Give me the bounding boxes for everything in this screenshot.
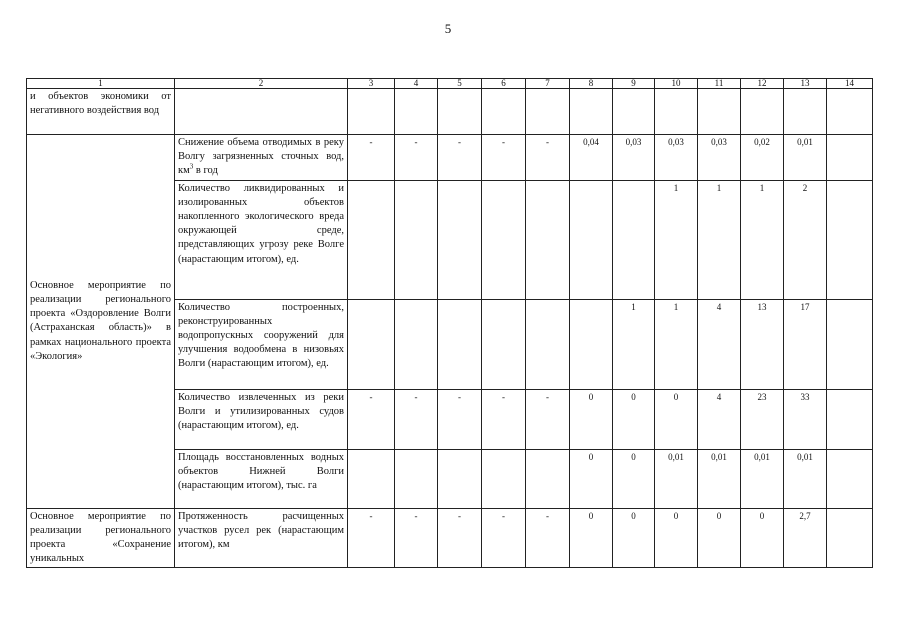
- indicators-table: [26, 78, 873, 568]
- value-cell: [827, 299, 873, 389]
- value-cell: 0: [570, 508, 613, 568]
- value-cell: [827, 180, 873, 299]
- value-cell: 0: [570, 389, 613, 449]
- value-cell: 1: [655, 180, 698, 299]
- value-cell: 0,01: [784, 135, 827, 181]
- value-cell: 0,01: [698, 449, 741, 508]
- indicator-cell: Количество ликвидированных и изолированных объектов накопленного экологического вреда окружающей среде, представляющих угрозу реке Волге (нарастающим итогом), ед.: [175, 180, 348, 299]
- value-cell: 0: [741, 508, 784, 568]
- value-cell: 17: [784, 299, 827, 389]
- header-cell: 6: [482, 79, 526, 89]
- indicator-cell: Площадь восстановленных водных объектов Нижней Волги (нарастающим итогом), тыс. га: [175, 449, 348, 508]
- value-cell: 0,02: [741, 135, 784, 181]
- value-cell: 23: [741, 389, 784, 449]
- table-row: [27, 508, 873, 568]
- value-cell: [348, 299, 395, 389]
- value-cell: 0: [655, 389, 698, 449]
- value-cell: [395, 299, 438, 389]
- value-cell: 4: [698, 389, 741, 449]
- event-name-cell: Основное мероприятие по реализации регионального проекта «Сохранение уникальных: [27, 508, 175, 568]
- value-cell: [827, 135, 873, 181]
- value-cell: [570, 180, 613, 299]
- header-cell: 13: [784, 79, 827, 89]
- value-cell: 1: [613, 299, 655, 389]
- continuation-cell: и объектов экономики от негативного воздействия вод: [27, 89, 175, 135]
- value-cell: [482, 299, 526, 389]
- value-cell: 1: [698, 180, 741, 299]
- value-cell: [526, 449, 570, 508]
- value-cell: 1: [655, 299, 698, 389]
- header-cell: 11: [698, 79, 741, 89]
- value-cell: [482, 449, 526, 508]
- value-cell: -: [395, 508, 438, 568]
- value-cell: [438, 180, 482, 299]
- value-cell: -: [438, 508, 482, 568]
- table-row: [27, 89, 873, 135]
- value-cell: 4: [698, 299, 741, 389]
- value-cell: 0: [655, 508, 698, 568]
- indicator-cell: Количество извлеченных из реки Волги и утилизированных судов (нарастающим итогом), ед.: [175, 389, 348, 449]
- value-cell: [395, 180, 438, 299]
- indicator-cell: Количество построенных, реконструированных водопропускных сооружений для улучшения водообмена в низовьях Волги (нарастающим итогом), ед.: [175, 299, 348, 389]
- value-cell: -: [348, 508, 395, 568]
- value-cell: -: [395, 135, 438, 181]
- page-number: 5: [444, 21, 452, 36]
- value-cell: [438, 299, 482, 389]
- value-cell: 0,01: [784, 449, 827, 508]
- value-cell: -: [482, 389, 526, 449]
- header-cell: 1: [27, 79, 175, 89]
- value-cell: 0,01: [655, 449, 698, 508]
- value-cell: -: [438, 389, 482, 449]
- indicator-cell: Снижение объема отводимых в реку Волгу загрязненных сточных вод, $км^3$ в год: [175, 135, 348, 181]
- value-cell: -: [526, 135, 570, 181]
- value-cell: 0,03: [655, 135, 698, 181]
- value-cell: 0,03: [613, 135, 655, 181]
- header-cell: 9: [613, 79, 655, 89]
- value-cell: 0: [613, 508, 655, 568]
- table-row: [27, 135, 873, 181]
- value-cell: 0,01: [741, 449, 784, 508]
- value-cell: -: [526, 508, 570, 568]
- value-cell: [482, 180, 526, 299]
- value-cell: 0: [613, 389, 655, 449]
- header-cell: 2: [175, 79, 348, 89]
- value-cell: -: [438, 135, 482, 181]
- value-cell: -: [395, 389, 438, 449]
- value-cell: -: [482, 135, 526, 181]
- value-cell: -: [348, 389, 395, 449]
- value-cell: -: [526, 389, 570, 449]
- value-cell: [395, 449, 438, 508]
- header-cell: 7: [526, 79, 570, 89]
- value-cell: [570, 299, 613, 389]
- value-cell: 2: [784, 180, 827, 299]
- value-cell: [613, 180, 655, 299]
- header-cell: 14: [827, 79, 873, 89]
- value-cell: 0,04: [570, 135, 613, 181]
- value-cell: 0: [698, 508, 741, 568]
- header-cell: 5: [438, 79, 482, 89]
- value-cell: 13: [741, 299, 784, 389]
- header-cell: 3: [348, 79, 395, 89]
- value-cell: [438, 449, 482, 508]
- value-cell: 1: [741, 180, 784, 299]
- value-cell: [827, 508, 873, 568]
- value-cell: 33: [784, 389, 827, 449]
- header-cell: 12: [741, 79, 784, 89]
- value-cell: 0: [613, 449, 655, 508]
- value-cell: [526, 180, 570, 299]
- value-cell: 0,03: [698, 135, 741, 181]
- value-cell: [348, 180, 395, 299]
- value-cell: [827, 449, 873, 508]
- value-cell: 0: [570, 449, 613, 508]
- value-cell: -: [348, 135, 395, 181]
- value-cell: [526, 299, 570, 389]
- header-cell: 4: [395, 79, 438, 89]
- header-cell: 10: [655, 79, 698, 89]
- value-cell: 2,7: [784, 508, 827, 568]
- value-cell: -: [482, 508, 526, 568]
- indicator-cell: Протяженность расчищенных участков русел рек (нарастающим итогом), км: [175, 508, 348, 568]
- value-cell: [827, 389, 873, 449]
- header-row: [27, 79, 873, 89]
- value-cell: [348, 449, 395, 508]
- header-cell: 8: [570, 79, 613, 89]
- event-name-cell: Основное мероприятие по реализации регионального проекта «Оздоровление Волги (Астраханская область)» в рамках национального проекта «Экология»: [27, 135, 175, 509]
